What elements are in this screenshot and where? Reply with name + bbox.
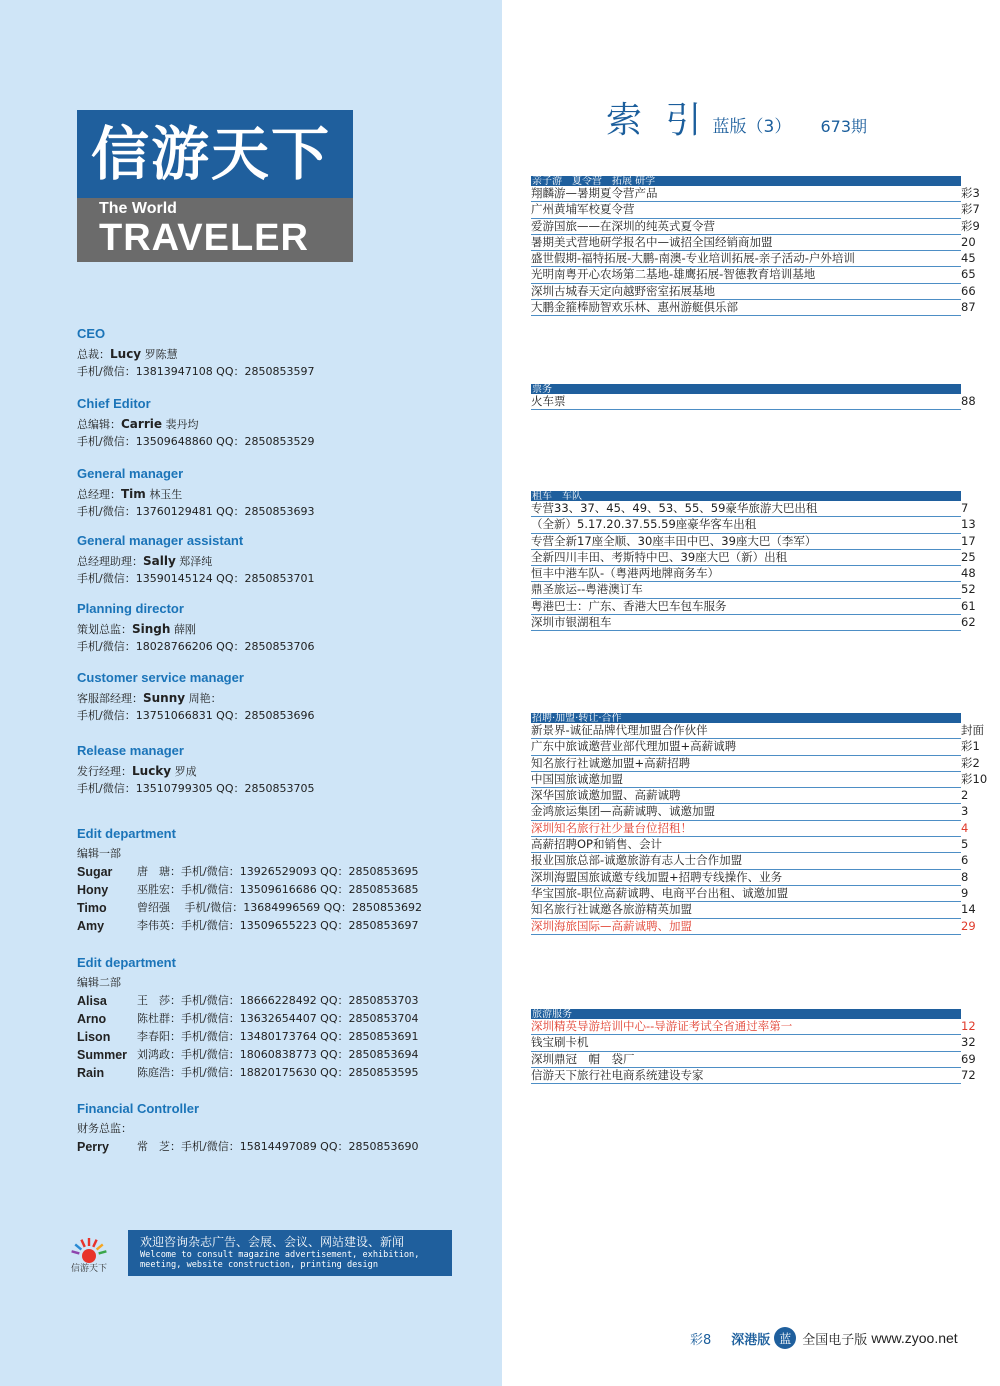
- index-row: [531, 902, 976, 918]
- member-row: [77, 881, 422, 899]
- index-entry: 深圳古城春天定向越野密室拓展基地: [531, 283, 715, 298]
- index-entry: 广州黄埔军校夏令营: [531, 202, 635, 217]
- staff-role: General manager assistant: [77, 533, 244, 548]
- index-entry: 信游天下旅行社电商系统建设专家: [531, 1067, 704, 1082]
- footer-edition: 深港版: [731, 1332, 771, 1348]
- staff-name-cn: 周艳：: [188, 692, 222, 705]
- member-name-en: Perry: [77, 1140, 109, 1154]
- footer-page: 彩8: [690, 1332, 712, 1348]
- staff-role: General manager: [77, 466, 184, 481]
- index-issue: 673期: [820, 117, 868, 136]
- index-entry: 报业国旅总部-诚邀旅游有志人士合作加盟: [531, 853, 743, 868]
- staff-title: 总经理：: [77, 488, 121, 501]
- staff-block: [77, 743, 315, 798]
- staff-name-cn: 郑泽纯: [179, 555, 213, 568]
- index-row: [531, 918, 976, 935]
- index-entry: 恒丰中港车队-（粤港两地牌商务车）: [531, 566, 720, 581]
- staff-name-cn: 罗陈慧: [144, 348, 178, 361]
- index-row: [531, 788, 969, 804]
- section-header: 招聘·加盟·转让·合作: [531, 713, 961, 723]
- index-row: [531, 251, 976, 267]
- index-entry: 高薪招聘OP和销售、会计: [531, 837, 662, 852]
- member-info: 巫胜宏：手机/微信：13509616686 QQ：2850853685: [137, 883, 419, 896]
- index-page: 48: [961, 566, 976, 581]
- index-entry: 深圳精英导游培训中心--导游证考试全省通过率第一: [531, 1019, 793, 1033]
- index-entry: 钱宝刷卡机: [531, 1035, 589, 1050]
- index-page: 61: [961, 598, 976, 613]
- index-title: [606, 92, 867, 143]
- staff-contact: 手机/微信：18028766206 QQ：2850853706: [77, 640, 315, 653]
- section-header: 租车 车队: [531, 491, 961, 501]
- index-row: [531, 615, 976, 631]
- member-name-en: Arno: [77, 1012, 107, 1026]
- member-row: [77, 1010, 419, 1028]
- member-name-en: Summer: [77, 1048, 128, 1062]
- member-name-en: Rain: [77, 1066, 105, 1080]
- banner-logo-text: 信游天下: [70, 1264, 108, 1272]
- department-role: Financial Controller: [77, 1101, 200, 1116]
- staff-title: 策划总监：: [77, 623, 132, 636]
- index-section: [531, 1009, 976, 1084]
- department-sub: 编辑一部: [77, 847, 121, 860]
- index-row: [531, 771, 988, 788]
- staff-name-en: Lucy: [110, 347, 142, 361]
- index-entry: 光明南粤开心农场第二基地-雄鹰拓展-智德教育培训基地: [531, 267, 816, 282]
- index-entry: 爱游国旅——在深圳的纯英式夏令营: [531, 218, 715, 233]
- index-page: 彩7: [961, 202, 980, 217]
- index-page: 29: [961, 918, 976, 933]
- index-page: 彩1: [961, 739, 980, 754]
- index-page: 9: [961, 885, 969, 900]
- staff-title-line: [77, 345, 315, 363]
- staff-title: 客服部经理：: [77, 692, 143, 705]
- banner-en-2: meeting, website construction, printing design: [140, 1260, 378, 1270]
- consult-banner: [128, 1230, 452, 1276]
- staff-title-line: [77, 620, 315, 638]
- department-role: Edit department: [77, 955, 176, 970]
- index-page: 彩9: [961, 218, 980, 233]
- member-info: 李伟英：手机/微信：13509655223 QQ：2850853697: [137, 919, 419, 932]
- index-row: [531, 1019, 976, 1035]
- sun-logo-icon: [55, 1232, 123, 1272]
- section-header: 亲子游 夏令营 拓展 研学: [531, 176, 961, 186]
- index-page: 87: [961, 300, 976, 315]
- index-page: 6: [961, 853, 969, 868]
- staff-block: [77, 466, 315, 521]
- index-page: 彩10: [961, 771, 988, 786]
- member-row: [77, 1138, 419, 1156]
- index-row: [531, 283, 976, 300]
- index-page: 17: [961, 533, 976, 548]
- masthead-logo: [77, 110, 353, 262]
- index-row: [531, 755, 980, 772]
- index-page: 4: [961, 820, 969, 835]
- page-footer: [690, 1327, 958, 1349]
- index-page: 62: [961, 615, 976, 630]
- staff-contact: 手机/微信：13590145124 QQ：2850853701: [77, 572, 315, 585]
- logo-english-large: TRAVELER: [99, 217, 309, 259]
- index-entry: 全新四川丰田、考斯特中巴、39座大巴（新）出租: [531, 549, 788, 564]
- member-row: [77, 917, 422, 935]
- index-edition: 蓝版（3）: [712, 117, 792, 137]
- department-block: [77, 1101, 419, 1156]
- staff-role: Chief Editor: [77, 396, 151, 411]
- member-row: [77, 899, 422, 917]
- member-row: [77, 1028, 419, 1046]
- index-row: [531, 582, 976, 598]
- member-info: 唐 瑭：手机/微信：13926529093 QQ：2850853695: [137, 865, 419, 878]
- staff-title: 发行经理：: [77, 765, 132, 778]
- staff-title-line: [77, 762, 315, 780]
- staff-contact: 手机/微信：13509648860 QQ：2850853529: [77, 435, 315, 448]
- staff-name-cn: 裴丹均: [165, 418, 199, 431]
- staff-name-cn: 罗成: [174, 765, 197, 778]
- staff-contact: 手机/微信：13510799305 QQ：2850853705: [77, 782, 315, 795]
- index-row: [531, 1067, 976, 1084]
- staff-name-en: Carrie: [121, 417, 162, 431]
- index-entry: 大鹏金箍棒励智欢乐林、惠州游艇俱乐部: [531, 300, 738, 315]
- index-entry: 专营全新17座全顺、30座丰田中巴、39座大巴（李军）: [531, 533, 817, 548]
- staff-name-cn: 薛刚: [173, 623, 196, 636]
- index-entry: 粤港巴士：广东、香港大巴车包车服务: [531, 598, 727, 613]
- department-sub: 编辑二部: [77, 976, 121, 989]
- index-row: [531, 234, 976, 251]
- index-entry: 深圳海盟国旅诚邀专线加盟+招聘专线操作、业务: [531, 869, 783, 884]
- index-row: [531, 1051, 976, 1068]
- member-name-en: Timo: [77, 901, 107, 915]
- index-entry: 鼎圣旅运--粤港澳订车: [531, 582, 643, 597]
- index-page: 72: [961, 1067, 976, 1082]
- member-row: [77, 1046, 419, 1064]
- member-info: 陈庭浩：手机/微信：18820175630 QQ：2850853595: [137, 1066, 419, 1079]
- index-page: 66: [961, 283, 976, 298]
- index-page: 12: [961, 1019, 976, 1033]
- index-page: 封面: [961, 723, 984, 737]
- member-row: [77, 863, 422, 881]
- index-entry: 翔麟游—暑期夏令营产品: [531, 186, 658, 200]
- index-page: 14: [961, 902, 976, 917]
- logo-chinese: 信游天下: [77, 110, 353, 198]
- index-entry: 金鸿旅运集团—高薪诚聘、诚邀加盟: [531, 804, 715, 819]
- member-info: 刘鸿政：手机/微信：18060838773 QQ：2850853694: [137, 1048, 419, 1061]
- index-page: 彩3: [961, 186, 980, 200]
- index-row: [531, 804, 969, 820]
- department-block: [77, 955, 419, 1082]
- staff-title: 总编辑：: [77, 418, 121, 431]
- index-row: [531, 533, 976, 550]
- index-page: 88: [961, 394, 976, 408]
- footer-badge: 蓝: [774, 1327, 796, 1349]
- index-row: [531, 598, 976, 615]
- index-row: [531, 267, 976, 283]
- index-row: [531, 218, 980, 235]
- index-row: [531, 723, 984, 739]
- staff-role: Customer service manager: [77, 670, 244, 685]
- footer-label: 全国电子版: [802, 1332, 868, 1348]
- index-entry: 深华国旅诚邀加盟、高薪诚聘: [531, 788, 681, 803]
- member-info: 王 莎：手机/微信：18666228492 QQ：2850853703: [137, 994, 419, 1007]
- index-row: [531, 1035, 976, 1051]
- index-entry: 深圳海旅国际—高薪诚聘、加盟: [531, 918, 692, 933]
- index-page: 20: [961, 234, 976, 249]
- index-row: [531, 739, 980, 755]
- index-entry: 知名旅行社诚邀加盟+高薪招聘: [531, 755, 691, 770]
- index-page: 13: [961, 517, 976, 532]
- index-entry: （全新）5.17.20.37.55.59座豪华客车出租: [531, 517, 757, 532]
- department-sub: 财务总监：: [77, 1122, 132, 1135]
- staff-title-line: [77, 689, 315, 707]
- staff-block: [77, 670, 315, 725]
- member-name-en: Hony: [77, 883, 109, 897]
- staff-title-line: [77, 552, 315, 570]
- index-page: 3: [961, 804, 969, 819]
- index-entry: 深圳鼎冠 帽 袋厂: [531, 1051, 635, 1066]
- staff-name-en: Sally: [143, 554, 176, 568]
- index-page: 65: [961, 267, 976, 282]
- index-row: [531, 566, 976, 582]
- index-entry: 华宝国旅-职位高薪诚聘、电商平台出租、诚邀加盟: [531, 885, 789, 900]
- staff-name-en: Lucky: [132, 764, 172, 778]
- staff-name-en: Tim: [121, 487, 146, 501]
- staff-title: 总经理助理：: [77, 555, 143, 568]
- member-info: 陈杜群：手机/微信：13632654407 QQ：2850853704: [137, 1012, 419, 1025]
- staff-title-line: [77, 485, 315, 503]
- index-row: [531, 885, 969, 902]
- logo-english-small: The World: [99, 200, 177, 217]
- department-role: Edit department: [77, 826, 176, 841]
- index-row: [531, 186, 980, 202]
- index-page: 彩2: [961, 755, 980, 770]
- member-info: 曾绍强 手机/微信：13684996569 QQ：2850853692: [137, 901, 422, 914]
- staff-title: 总裁：: [77, 348, 110, 361]
- footer-url[interactable]: www.zyoo.net: [871, 1330, 958, 1346]
- index-entry: 深圳市银湖租车: [531, 615, 612, 630]
- department-block: [77, 826, 422, 935]
- member-info: 常 芝：手机/微信：15814497089 QQ：2850853690: [137, 1140, 419, 1153]
- staff-title-line: [77, 415, 315, 433]
- index-entry: 暑期美式营地研学报名中—诚招全国经销商加盟: [531, 234, 773, 249]
- index-page: 2: [961, 788, 969, 803]
- index-entry: 新景界-诚征品牌代理加盟合作伙伴: [531, 723, 708, 737]
- member-name-en: Lison: [77, 1030, 111, 1044]
- section-header: 旅游服务: [531, 1009, 961, 1019]
- index-section: [531, 713, 988, 935]
- index-row: [531, 837, 969, 853]
- staff-role: Release manager: [77, 743, 184, 758]
- index-row: [531, 202, 980, 218]
- index-page: 8: [961, 869, 969, 884]
- index-entry: 知名旅行社诚邀各旅游精英加盟: [531, 902, 692, 917]
- member-name-en: Sugar: [77, 865, 113, 879]
- member-name-en: Amy: [77, 919, 105, 933]
- index-title-main: 索 引: [606, 100, 708, 141]
- index-entry: 中国国旅诚邀加盟: [531, 771, 623, 786]
- index-entry: 盛世假期-福特拓展-大鹏-南澳-专业培训拓展-亲子活动-户外培训: [531, 251, 855, 266]
- index-page: 7: [961, 501, 969, 515]
- index-row: [531, 820, 969, 837]
- index-page: 52: [961, 582, 976, 597]
- banner-cn: 欢迎咨询杂志广告、会展、会议、网站建设、新闻: [140, 1235, 405, 1249]
- index-row: [531, 517, 976, 533]
- index-section: [531, 491, 976, 631]
- staff-name-en: Sunny: [143, 691, 186, 705]
- index-entry: 专营33、37、45、49、53、55、59豪华旅游大巴出租: [531, 501, 818, 515]
- staff-block: [77, 601, 315, 656]
- staff-block: [77, 396, 315, 451]
- index-row: [531, 853, 969, 869]
- staff-block: [77, 326, 315, 381]
- index-row: [531, 300, 976, 316]
- index-row: [531, 501, 969, 517]
- index-page: 32: [961, 1035, 976, 1050]
- member-row: [77, 1064, 419, 1082]
- staff-name-en: Singh: [132, 622, 171, 636]
- index-page: 25: [961, 549, 976, 564]
- index-row: [531, 394, 976, 410]
- index-row: [531, 549, 976, 566]
- index-row: [531, 869, 969, 886]
- staff-name-cn: 林玉生: [149, 488, 183, 501]
- banner-en-1: Welcome to consult magazine advertisement, exhibition,: [140, 1250, 420, 1260]
- index-page: 5: [961, 837, 969, 852]
- staff-block: [77, 533, 315, 588]
- staff-contact: 手机/微信：13760129481 QQ：2850853693: [77, 505, 315, 518]
- index-section: [531, 176, 980, 316]
- staff-contact: 手机/微信：13751066831 QQ：2850853696: [77, 709, 315, 722]
- index-page: 69: [961, 1051, 976, 1066]
- index-entry: 火车票: [531, 394, 566, 408]
- staff-role: Planning director: [77, 601, 184, 616]
- index-entry: 广东中旅诚邀营业部代理加盟+高薪诚聘: [531, 739, 737, 754]
- index-entry: 深圳知名旅行社少量台位招租！: [531, 820, 692, 835]
- member-info: 李春阳：手机/微信：13480173764 QQ：2850853691: [137, 1030, 419, 1043]
- index-page: 45: [961, 251, 976, 266]
- member-row: [77, 992, 419, 1010]
- staff-role: CEO: [77, 326, 106, 341]
- member-name-en: Alisa: [77, 994, 107, 1008]
- section-header: 票务: [531, 384, 961, 394]
- staff-contact: 手机/微信：13813947108 QQ：2850853597: [77, 365, 315, 378]
- index-section: [531, 384, 976, 410]
